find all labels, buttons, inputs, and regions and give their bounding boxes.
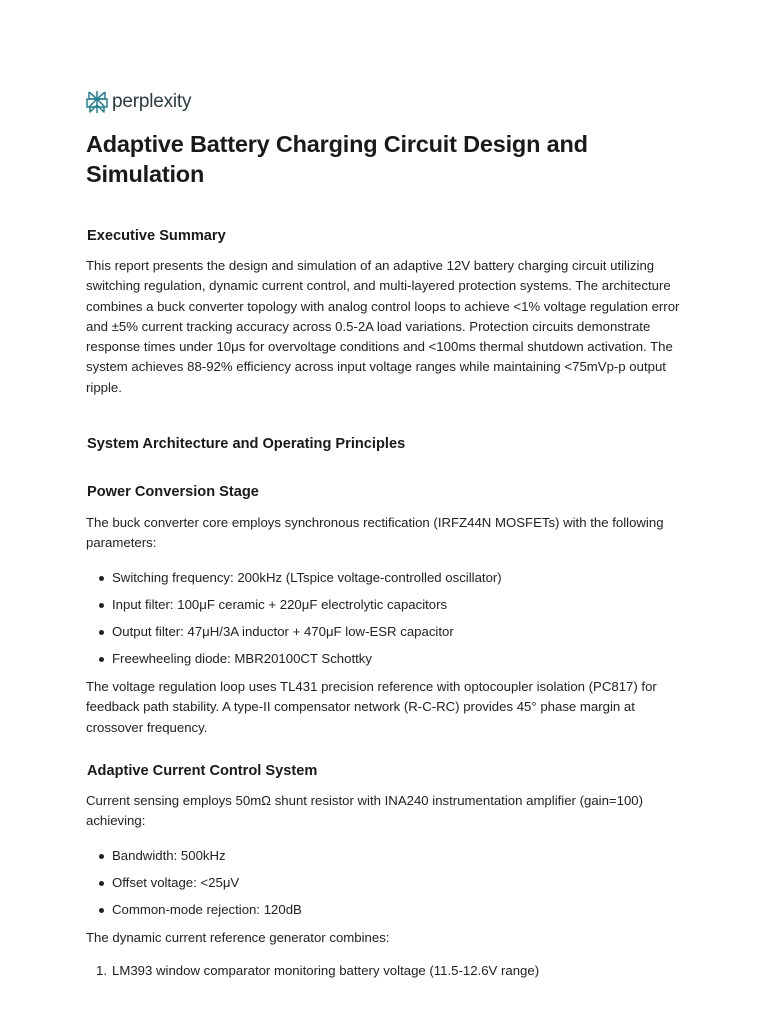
bullet <box>99 908 104 913</box>
brand-logo[interactable] <box>86 89 191 115</box>
power-conversion-intro: The buck converter core employs synchronous rectification (IRFZ44N MOSFETs) with the following parameters: <box>86 515 664 551</box>
current-control-outro: The dynamic current reference generator combines: <box>86 930 390 945</box>
list-item: Output filter: 47μH/3A inductor + 470μF low-ESR capacitor <box>86 622 686 649</box>
current-control-heading: Adaptive Current Control System <box>87 763 318 779</box>
perplexity-logo-icon <box>86 90 108 114</box>
power-conversion-list <box>86 568 686 676</box>
bullet <box>99 576 104 581</box>
list-number: 1. <box>96 963 107 978</box>
list-item: Freewheeling diode: MBR20100CT Schottky <box>86 649 686 676</box>
bullet <box>99 657 104 662</box>
bullet <box>99 854 104 859</box>
list-item: Switching frequency: 200kHz (LTspice voltage-controlled oscillator) <box>86 568 686 595</box>
power-conversion-outro: The voltage regulation loop uses TL431 precision reference with optocoupler isolation (PC817) for feedback path stability. A type-II compensator network (R-C-RC) provides 45° phase margin at crossover frequency. <box>86 679 657 735</box>
current-control-intro: Current sensing employs 50mΩ shunt resistor with INA240 instrumentation amplifier (gain=100) achieving: <box>86 793 644 829</box>
executive-summary-body: This report presents the design and simulation of an adaptive 12V battery charging circuit utilizing switching regulation, dynamic current control, and multi-layered protection systems. The architecture combines a buck converter topology with analog control loops to achieve <1% voltage regulation error and ±5% current tracking accuracy across 0.5-2A load variations. Protection circuits demonstrate response times under 10μs for overvoltage conditions and <100ms thermal shutdown activation. The system achieves 88-92% efficiency across input voltage ranges while maintaining <75mVp-p output ripple. <box>86 258 680 395</box>
power-conversion-heading: Power Conversion Stage <box>87 484 259 500</box>
bullet <box>99 630 104 635</box>
current-reference-numbered-list <box>86 961 686 988</box>
bullet <box>99 603 104 608</box>
document-title: Adaptive Battery Charging Circuit Design and Simulation <box>86 131 588 187</box>
list-item: Bandwidth: 500kHz <box>86 846 686 873</box>
executive-summary-heading: Executive Summary <box>87 228 226 244</box>
bullet <box>99 881 104 886</box>
brand-name: perplexity <box>112 91 192 112</box>
list-item: Common-mode rejection: 120dB <box>86 900 686 927</box>
system-architecture-heading: System Architecture and Operating Principles <box>87 436 406 452</box>
numbered-list-item: 1. LM393 window comparator monitoring battery voltage (11.5-12.6V range) <box>86 961 686 988</box>
list-item: Offset voltage: <25μV <box>86 873 686 900</box>
list-item: Input filter: 100μF ceramic + 220μF electrolytic capacitors <box>86 595 686 622</box>
current-control-list <box>86 846 686 927</box>
